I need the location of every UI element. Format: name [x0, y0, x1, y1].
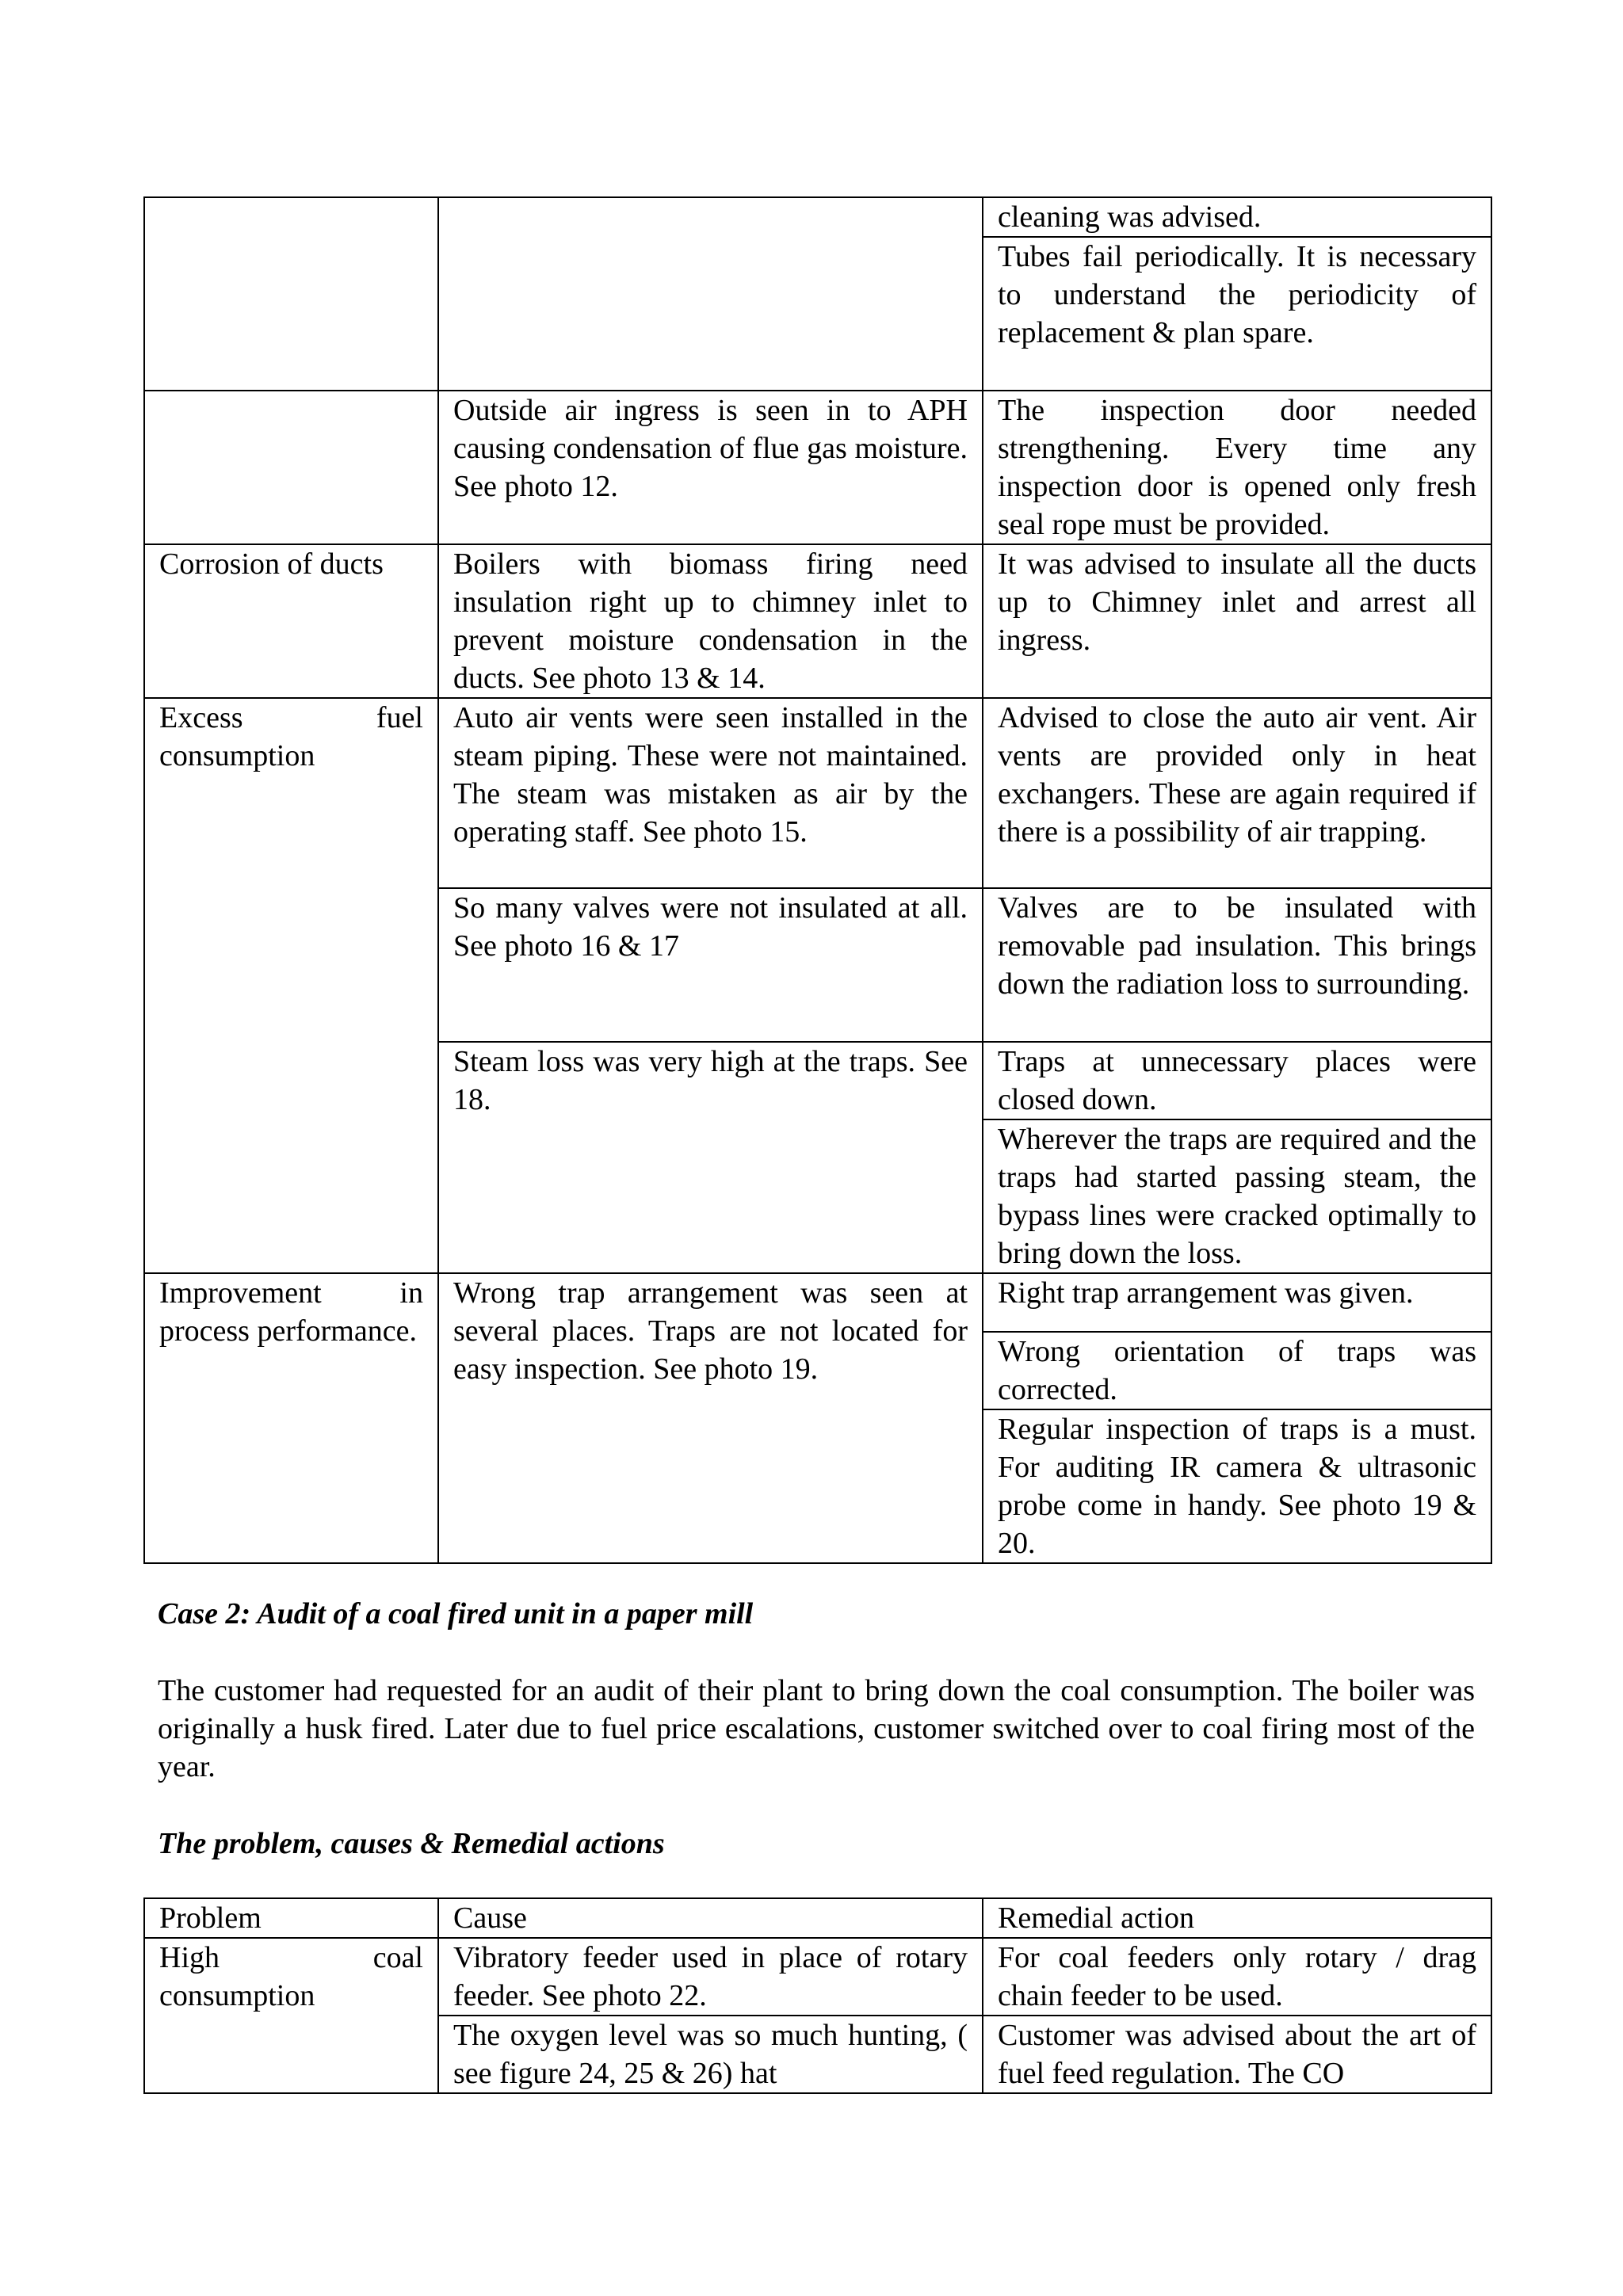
cause-cell: Wrong trap arrangement was seen at several places. Traps are not located for easy inspection. See photo 19. — [438, 1273, 983, 1563]
problem-cell: Improvement in process performance. — [144, 1273, 438, 1563]
remedy-cell: Right trap arrangement was given. — [983, 1273, 1491, 1332]
table-row — [144, 1938, 1491, 2016]
problem-cell: High coal consumption — [144, 1938, 438, 2093]
cause-cell — [438, 197, 983, 391]
remedy-cell: Tubes fail periodically. It is necessary to understand the periodicity of replacement & plan spare. — [983, 237, 1491, 391]
remedy-cell: The inspection door needed strengthening. Every time any inspection door is opened only fresh seal rope must be provided. — [983, 391, 1491, 544]
problem-cell: Excess fuel consumption — [144, 698, 438, 1273]
problems-table-case2 — [143, 1897, 1492, 2094]
header-cause: Cause — [438, 1898, 983, 1938]
problems-table-continued — [143, 196, 1492, 1564]
remedy-cell: Advised to close the auto air vent. Air vents are provided only in heat exchangers. These are again required if there is a possibility of air trapping. — [983, 698, 1491, 888]
section-heading: The problem, causes & Remedial actions — [158, 1827, 665, 1860]
cause-cell: The oxygen level was so much hunting, ( see figure 24, 25 & 26) hat — [438, 2016, 983, 2093]
cause-cell: Vibratory feeder used in place of rotary feeder. See photo 22. — [438, 1938, 983, 2016]
cause-cell: So many valves were not insulated at all. See photo 16 & 17 — [438, 888, 983, 1042]
header-problem: Problem — [144, 1898, 438, 1938]
remedy-cell: Regular inspection of traps is a must. For auditing IR camera & ultrasonic probe come in handy. See photo 19 & 20. — [983, 1409, 1491, 1563]
cause-cell: Outside air ingress is seen in to APH causing condensation of flue gas moisture. See photo 12. — [438, 391, 983, 544]
table-row — [144, 544, 1491, 698]
table-row — [144, 698, 1491, 888]
remedy-cell: Customer was advised about the art of fuel feed regulation. The CO — [983, 2016, 1491, 2093]
remedy-cell: For coal feeders only rotary / drag chain feeder to be used. — [983, 1938, 1491, 2016]
problem-cell — [144, 197, 438, 391]
header-remedy: Remedial action — [983, 1898, 1491, 1938]
cause-cell: Steam loss was very high at the traps. See 18. — [438, 1042, 983, 1273]
problem-cell — [144, 391, 438, 544]
remedy-cell: Wherever the traps are required and the traps had started passing steam, the bypass lines were cracked optimally to bring down the loss. — [983, 1119, 1491, 1273]
table-header-row — [144, 1898, 1491, 1938]
case2-heading: Case 2: Audit of a coal fired unit in a paper mill — [158, 1597, 754, 1630]
problem-cell: Corrosion of ducts — [144, 544, 438, 698]
remedy-cell: It was advised to insulate all the ducts up to Chimney inlet and arrest all ingress. — [983, 544, 1491, 698]
remedy-cell: Valves are to be insulated with removable pad insulation. This brings down the radiation loss to surrounding. — [983, 888, 1491, 1042]
remedy-cell: Wrong orientation of traps was corrected. — [983, 1332, 1491, 1409]
cause-cell: Auto air vents were seen installed in the steam piping. These were not maintained. The steam was mistaken as air by the operating staff. See photo 15. — [438, 698, 983, 888]
table-row — [144, 1273, 1491, 1332]
remedy-cell: cleaning was advised. — [983, 197, 1491, 237]
case2-paragraph: The customer had requested for an audit of their plant to bring down the coal consumption. The boiler was originally a husk fired. Later due to fuel price escalations, customer switched over to coal firing most of the year. — [158, 1674, 1475, 1783]
remedy-cell: Traps at unnecessary places were closed down. — [983, 1042, 1491, 1119]
table-row — [144, 197, 1491, 237]
cause-cell: Boilers with biomass firing need insulation right up to chimney inlet to prevent moisture condensation in the ducts. See photo 13 & 14. — [438, 544, 983, 698]
table-row — [144, 391, 1491, 544]
